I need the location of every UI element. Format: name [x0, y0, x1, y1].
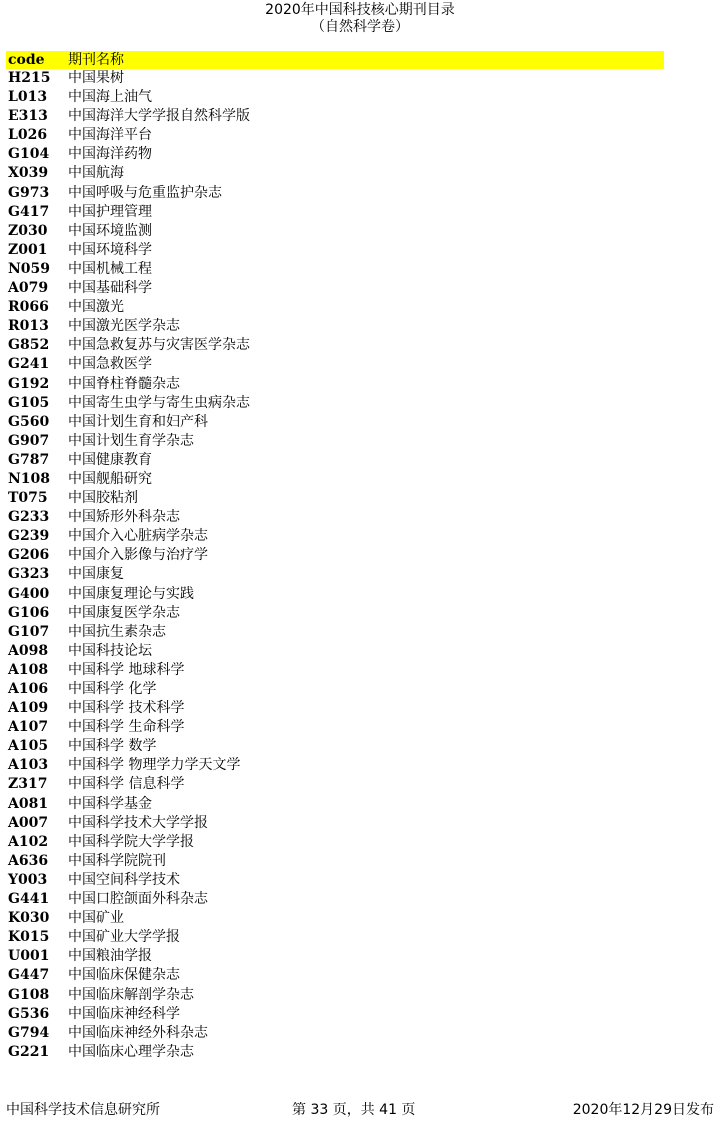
journal-name: 中国寄生虫学与寄生虫病杂志	[68, 394, 250, 411]
table-row	[6, 795, 664, 814]
table-row	[6, 1024, 664, 1043]
journal-name: 中国激光医学杂志	[68, 318, 180, 335]
table-row	[6, 680, 664, 699]
journal-code: G206	[8, 547, 50, 564]
table-row	[6, 833, 664, 852]
journal-code: A636	[8, 852, 49, 869]
footer-publisher: 中国科学技术信息研究所	[6, 1102, 160, 1118]
journal-code: R013	[8, 318, 49, 335]
journal-name: 中国计划生育学杂志	[68, 432, 194, 449]
journal-code: A108	[8, 661, 49, 678]
journal-name: 中国机械工程	[68, 260, 152, 277]
table-row	[6, 489, 664, 508]
table-row	[6, 871, 664, 890]
journal-code: G221	[8, 1043, 50, 1060]
journal-name: 中国海上油气	[68, 89, 152, 106]
table-row	[6, 355, 664, 374]
journal-code: U001	[8, 948, 50, 965]
journal-code: Z001	[8, 241, 48, 258]
journal-code: A106	[8, 681, 49, 697]
journal-code: Z317	[8, 776, 48, 793]
journal-name: 中国矿业	[68, 910, 124, 927]
table-row	[6, 852, 664, 871]
journal-code: A007	[8, 814, 49, 831]
table-row	[6, 317, 664, 336]
journal-name: 中国临床神经外科杂志	[68, 1024, 208, 1041]
journal-name: 中国临床神经科学	[68, 1005, 180, 1022]
journal-name: 中国康复医学杂志	[68, 604, 180, 621]
table-row	[6, 145, 664, 164]
journal-code: A098	[8, 642, 49, 659]
journal-code: N108	[8, 470, 51, 487]
journal-code: G417	[8, 203, 50, 220]
table-row	[6, 604, 664, 623]
journal-name: 中国健康教育	[68, 451, 152, 468]
table-row	[6, 527, 664, 546]
journal-code: T075	[8, 490, 48, 507]
journal-code: K015	[8, 929, 50, 946]
footer-release-date: 2020年12月29日发布	[572, 1102, 714, 1118]
journal-name: 中国临床心理学杂志	[68, 1043, 194, 1060]
table-row	[6, 432, 664, 451]
journal-name: 中国护理管理	[68, 203, 152, 220]
table-row	[6, 260, 664, 279]
journal-name: 中国科学 技术科学	[68, 700, 185, 717]
journal-name: 中国临床保健杂志	[68, 967, 180, 984]
journal-code: L026	[8, 127, 48, 144]
page-title	[0, 2, 720, 36]
journal-name: 中国环境监测	[68, 222, 152, 239]
table-row	[6, 585, 664, 604]
journal-name: 中国口腔颌面外科杂志	[68, 891, 208, 908]
journal-name: 中国急救复苏与灾害医学杂志	[68, 337, 250, 354]
journal-code: G447	[8, 967, 50, 984]
table-row	[6, 909, 664, 928]
journal-name: 中国科学 生命科学	[68, 719, 185, 736]
table-header	[6, 51, 664, 69]
table-row	[6, 69, 664, 88]
table-row	[6, 470, 664, 489]
table-row	[6, 394, 664, 413]
table-row	[6, 623, 664, 642]
journal-code: R066	[8, 299, 49, 316]
journal-name: 中国空间科学技术	[68, 871, 180, 888]
table-row	[6, 661, 664, 680]
table-row	[6, 184, 664, 203]
table-row	[6, 164, 664, 183]
table-row	[6, 126, 664, 145]
journal-name: 中国激光	[68, 299, 124, 316]
journal-name: 中国科学院院刊	[68, 852, 166, 869]
journal-code: G852	[8, 337, 50, 354]
journal-code: G323	[8, 566, 50, 583]
journal-code: G108	[8, 986, 50, 1003]
journal-code: G794	[8, 1024, 50, 1041]
journal-name: 中国科学基金	[68, 795, 152, 812]
journal-code: Y003	[8, 871, 48, 888]
journal-code: G239	[8, 528, 50, 545]
table-row	[6, 928, 664, 947]
table-row	[6, 718, 664, 737]
journal-code: G560	[8, 413, 50, 430]
table-row	[6, 814, 664, 833]
journal-name: 中国海洋平台	[68, 127, 152, 144]
journal-code: G907	[8, 432, 50, 449]
journal-name: 中国科学技术大学学报	[68, 814, 208, 831]
table-row	[6, 756, 664, 775]
journal-name: 中国康复理论与实践	[68, 585, 194, 602]
page-title-line1: 2020年中国科技核心期刊目录	[265, 2, 455, 18]
journal-name: 中国矿业大学学报	[68, 929, 180, 946]
journal-name: 中国介入心脏病学杂志	[68, 528, 208, 545]
journal-code: G104	[8, 146, 50, 163]
table-row	[6, 642, 664, 661]
journal-code: K030	[8, 910, 50, 927]
page-footer	[6, 1101, 714, 1119]
table-row	[6, 1043, 664, 1062]
table-row	[6, 203, 664, 222]
table-row	[6, 241, 664, 260]
journal-code: H215	[8, 70, 51, 86]
table-row	[6, 966, 664, 985]
journal-name: 中国果树	[68, 70, 124, 86]
journal-code: A081	[8, 795, 49, 812]
journal-code: G233	[8, 509, 50, 526]
column-header-code: code	[8, 52, 45, 68]
footer-page-info: 第 33 页，共 41 页	[292, 1102, 416, 1118]
table-row	[6, 375, 664, 394]
journal-code: A105	[8, 738, 49, 755]
journal-name: 中国舰船研究	[68, 470, 152, 487]
table-row	[6, 279, 664, 298]
table-row	[6, 88, 664, 107]
table-row	[6, 107, 664, 126]
journal-code: G973	[8, 184, 50, 201]
journal-code: G105	[8, 394, 50, 411]
journal-name: 中国抗生素杂志	[68, 623, 166, 640]
journal-code: G400	[8, 585, 50, 602]
journal-name: 中国科学 数学	[68, 738, 157, 755]
journal-name: 中国临床解剖学杂志	[68, 986, 194, 1003]
table-row	[6, 222, 664, 241]
journal-name: 中国呼吸与危重监护杂志	[68, 184, 222, 201]
journal-name: 中国介入影像与治疗学	[68, 547, 208, 564]
table-row	[6, 508, 664, 527]
journal-name: 中国海洋大学学报自然科学版	[68, 108, 250, 125]
table-row	[6, 947, 664, 966]
journal-code: G441	[8, 891, 50, 908]
journal-code: E313	[8, 108, 48, 125]
journal-code: A107	[8, 719, 49, 736]
journal-name: 中国脊柱脊髓杂志	[68, 375, 180, 392]
journal-name: 中国环境科学	[68, 241, 152, 258]
table-row	[6, 546, 664, 565]
column-header-name: 期刊名称	[68, 52, 124, 68]
journal-code: A103	[8, 757, 49, 774]
journal-name: 中国科学院大学学报	[68, 833, 194, 850]
journal-name: 中国科学 物理学力学天文学	[68, 757, 241, 774]
table-row	[6, 451, 664, 470]
table-row	[6, 737, 664, 756]
journal-code: G241	[8, 356, 50, 373]
journal-code: A102	[8, 833, 49, 850]
journal-name: 中国胶粘剂	[68, 490, 138, 507]
table-row	[6, 699, 664, 718]
table-row	[6, 986, 664, 1005]
journal-code: N059	[8, 260, 51, 277]
table-row	[6, 1005, 664, 1024]
page-title-line2: （自然科学卷）	[311, 19, 409, 35]
journal-list	[6, 69, 664, 1062]
journal-code: A079	[8, 280, 49, 297]
journal-code: G106	[8, 604, 50, 621]
table-row	[6, 298, 664, 317]
table-row	[6, 775, 664, 794]
journal-name: 中国康复	[68, 566, 124, 583]
journal-name: 中国粮油学报	[68, 948, 152, 965]
table-row	[6, 413, 664, 432]
journal-name: 中国科学 信息科学	[68, 776, 185, 793]
journal-code: Z030	[8, 222, 48, 239]
journal-name: 中国科学 化学	[68, 681, 157, 697]
journal-name: 中国基础科学	[68, 280, 152, 297]
table-row	[6, 336, 664, 355]
journal-name: 中国航海	[68, 165, 124, 182]
journal-code: G787	[8, 451, 50, 468]
table-row	[6, 890, 664, 909]
journal-name: 中国急救医学	[68, 356, 152, 373]
journal-name: 中国计划生育和妇产科	[68, 413, 208, 430]
table-row	[6, 565, 664, 584]
journal-code: A109	[8, 700, 49, 717]
journal-code: L013	[8, 89, 48, 106]
journal-code: G192	[8, 375, 50, 392]
journal-name: 中国海洋药物	[68, 146, 152, 163]
journal-name: 中国科技论坛	[68, 642, 152, 659]
journal-name: 中国矫形外科杂志	[68, 509, 180, 526]
journal-code: X039	[8, 165, 49, 182]
journal-code: G107	[8, 623, 50, 640]
journal-name: 中国科学 地球科学	[68, 661, 185, 678]
journal-code: G536	[8, 1005, 50, 1022]
